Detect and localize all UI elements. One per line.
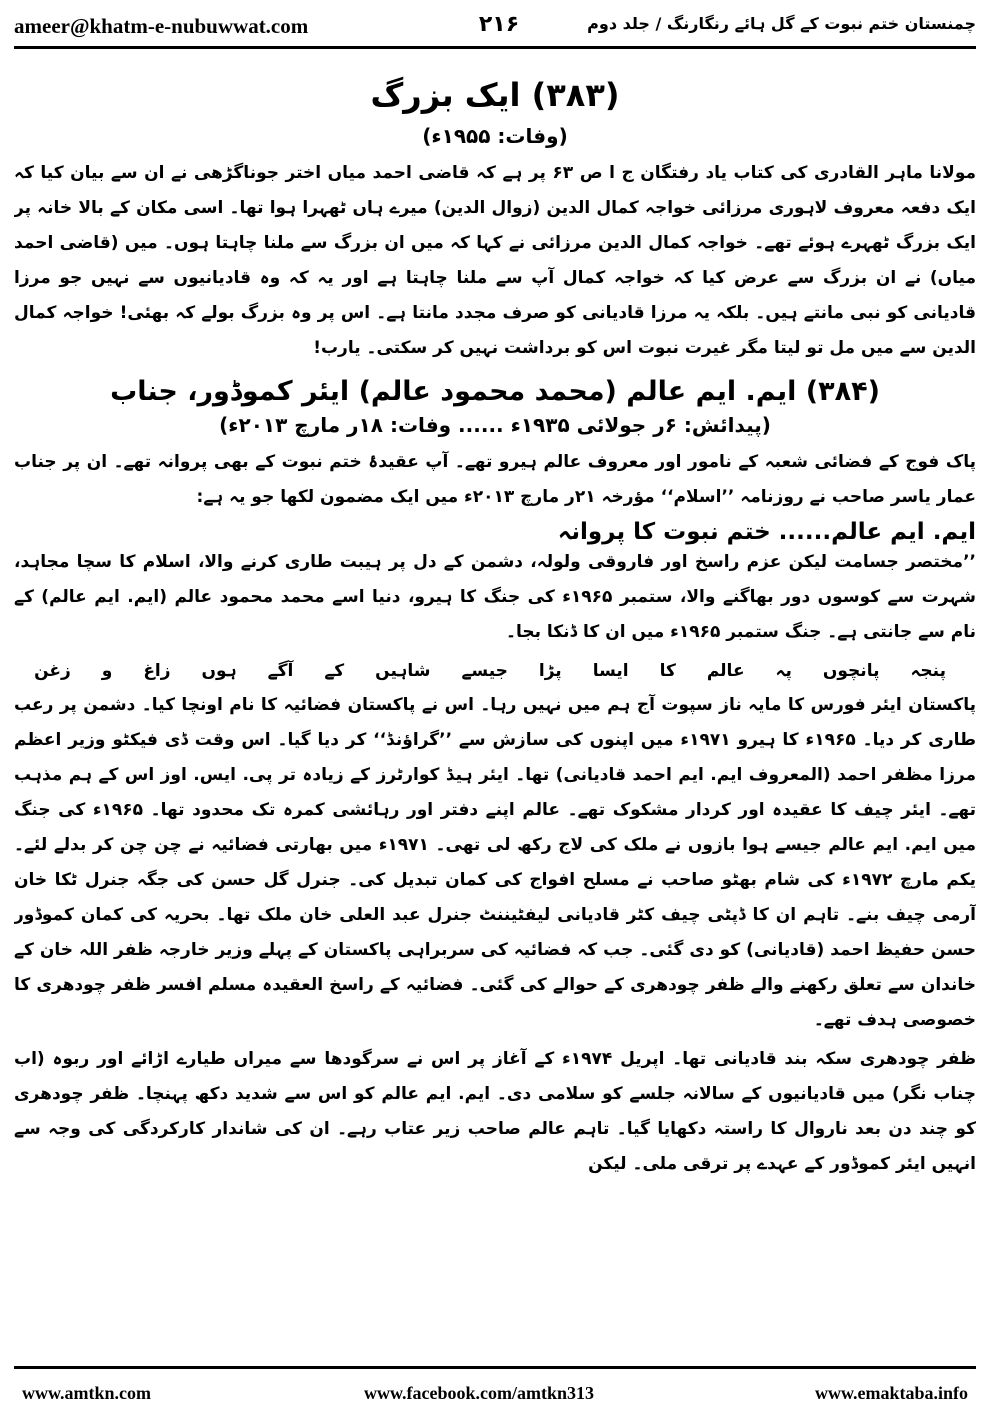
section-2-date: (پیدائش: ۶ر جولائی ۱۹۳۵ء ...... وفات: ۱۸ر مارچ ۲۰۱۳ء) (219, 413, 771, 437)
verse-word: زاغ (143, 661, 171, 681)
page-footer (14, 1366, 976, 1409)
verse-word: کے (324, 661, 345, 681)
verse-word: آگے (267, 661, 294, 681)
book-title: چمنستان ختم نبوت کے گل ہائے رنگارنگ / جلد دوم (587, 14, 976, 33)
section-2-paragraph: پاک فوج کے فضائی شعبہ کے نامور اور معروف عالم ہیرو تھے۔ آپ عقیدۂ ختم نبوت کے بھی پروانہ تھے۔ ان پر جناب عمار یاسر صاحب نے روزنامہ ’’اسلام‘‘ مؤرخہ ۲۱ر مارچ ۲۰۱۳ء میں ایک مضمون لکھا جو یہ ہے: (14, 452, 976, 507)
verse-word: پانچوں (822, 661, 880, 681)
verse-word: جیسے (461, 661, 508, 681)
verse-line (34, 654, 946, 688)
article-paragraph-1: ’’مختصر جسامت لیکن عزم راسخ اور فاروقی ولولہ، دشمن کے دل پر ہیبت طاری کرنے والا، اسلام کا سچا مجاہد، شہرت سے کوسوں دور بھاگنے والا، ستمبر ۱۹۶۵ء کی جنگ کا ہیرو، دنیا اسے محمد محمود عالم (ایم. ایم عالم) کے نام سے جانتی ہے۔ جنگ ستمبر ۱۹۶۵ء میں ان کا ڈنکا بجا۔ (14, 552, 976, 642)
article-heading: ایم. ایم عالم...... ختم نبوت کا پروانہ (557, 519, 976, 545)
header-email: ameer@khatm-e-nubuwwat.com (14, 14, 309, 38)
verse-word: و (101, 661, 113, 681)
verse-word: شاہیں (375, 661, 431, 681)
footer-link-facebook[interactable]: www.facebook.com/amtkn313 (364, 1383, 594, 1403)
footer-link-amtkn[interactable]: www.amtkn.com (22, 1383, 151, 1403)
article-paragraph-2: پاکستان ایئر فورس کا مایہ ناز سپوت آج ہم میں نہیں رہا۔ اس نے پاکستان فضائیہ کا نام اونچا کیا۔ دشمن پر رعب طاری کر دیا۔ ۱۹۶۵ء کا ہیرو ۱۹۷۱ء میں اپنوں کی سازش سے ’’گراؤنڈ‘‘ کر دیا گیا۔ اس وقت ڈی فیکٹو وزیر اعظم مرزا مظفر احمد (المعروف ایم. ایم احمد قادیانی) تھا۔ ایئر ہیڈ کوارٹرز کے زیادہ تر پی. ایس. اوز اس کے ہم مذہب تھے۔ ایئر چیف کا عقیدہ اور کردار مشکوک تھے۔ عالم اپنے دفتر اور رہائشی کمرہ تک محدود تھا۔ ۱۹۶۵ء کی جنگ میں ایم. ایم عالم جیسے ہوا بازوں نے ملک کی لاج رکھ لی تھی۔ ۱۹۷۱ء میں بھارتی فضائیہ نے چن چن کر بدلے لئے۔ یکم مارچ ۱۹۷۲ء کی شام بھٹو صاحب نے مسلح افواج کی کمان تبدیل کی۔ جنرل گل حسن کی جگہ جنرل ٹکا خان آرمی چیف بنے۔ تاہم ان کا ڈپٹی چیف کٹر قادیانی لیفٹیننٹ جنرل عبد العلی خان ملک تھا۔ بحریہ کی کمان کموڈور حسن حفیظ احمد (قادیانی) کو دی گئی۔ جب کہ فضائیہ کی سربراہی پاکستان کے پہلے وزیر خارجہ ظفر اللہ خان کے خاندان سے تعلق رکھنے والے ظفر چودھری کے حوالے کی گئی۔ فضائیہ کے راسخ العقیدہ مسلم افسر ظفر چودھری کا خصوصی ہدف تھے۔ (14, 695, 976, 1030)
verse-word: کا (659, 661, 676, 681)
section-2-title: (۳۸۴) ایم. ایم عالم (محمد محمود عالم) ایئر کموڈور، جناب (110, 376, 880, 407)
page-number: ۲۱۶ (478, 12, 520, 37)
page-content (14, 58, 976, 1358)
page-header (14, 12, 976, 49)
verse-word: پنجہ (910, 661, 946, 681)
verse-word: ایسا (592, 661, 629, 681)
section-1-title: (۳۸۳) ایک بزرگ (370, 76, 620, 114)
footer-link-emaktaba[interactable]: www.emaktaba.info (814, 1383, 968, 1403)
verse-word: ہوں (201, 661, 237, 681)
verse-word: پہ (775, 661, 792, 681)
section-1-paragraph: مولانا ماہر القادری کی کتاب یاد رفتگان ج ا ص ۶۳ پر ہے کہ قاضی احمد میاں اختر جوناگڑھی نے ان سے بیان کیا کہ ایک دفعہ معروف لاہوری مرزائی خواجہ کمال الدین (زوال الدین) میرے ہاں ٹھہرا ہوا تھا۔ اسی مکان کے بالا خانہ پر ایک بزرگ ٹھہرے ہوئے تھے۔ خواجہ کمال الدین مرزائی نے کہا کہ میں ان بزرگ سے ملنا چاہتا ہوں۔ میں (قاضی احمد میاں) نے ان بزرگ سے عرض کیا کہ خواجہ کمال آپ سے ملنا چاہتا ہے اور یہ کہ وہ قادیانیوں سے نہیں جو مرزا قادیانی کو نبی مانتے ہیں۔ بلکہ یہ مرزا قادیانی کو صرف مجدد مانتا ہے۔ اس پر وہ بزرگ بولے کہ بھئی! خواجہ کمال الدین سے میں مل تو لیتا مگر غیرت نبوت اس کو برداشت نہیں کر سکتی۔ یارب! (14, 163, 976, 358)
verse-word: عالم (706, 661, 745, 681)
section-1-date: (وفات: ۱۹۵۵ء) (422, 124, 568, 148)
verse-word: پڑا (538, 661, 562, 681)
verse-word: زغن (34, 661, 71, 681)
article-paragraph-3: ظفر چودھری سکہ بند قادیانی تھا۔ اپریل ۱۹۷۴ء کے آغاز پر اس نے سرگودھا سے میراں طیارے اڑائے اور ربوہ (اب چناب نگر) میں قادیانیوں کے سالانہ جلسے کو سلامی دی۔ ایم. ایم عالم کو اس سے شدید دکھ پہنچا۔ ظفر چودھری کو چند دن بعد ناروال کا راستہ دکھایا گیا۔ تاہم عالم صاحب زیر عتاب رہے۔ ان کی شاندار کارکردگی کی وجہ سے انہیں ایئر کموڈور کے عہدے پر ترقی ملی۔ لیکن (14, 1049, 976, 1174)
